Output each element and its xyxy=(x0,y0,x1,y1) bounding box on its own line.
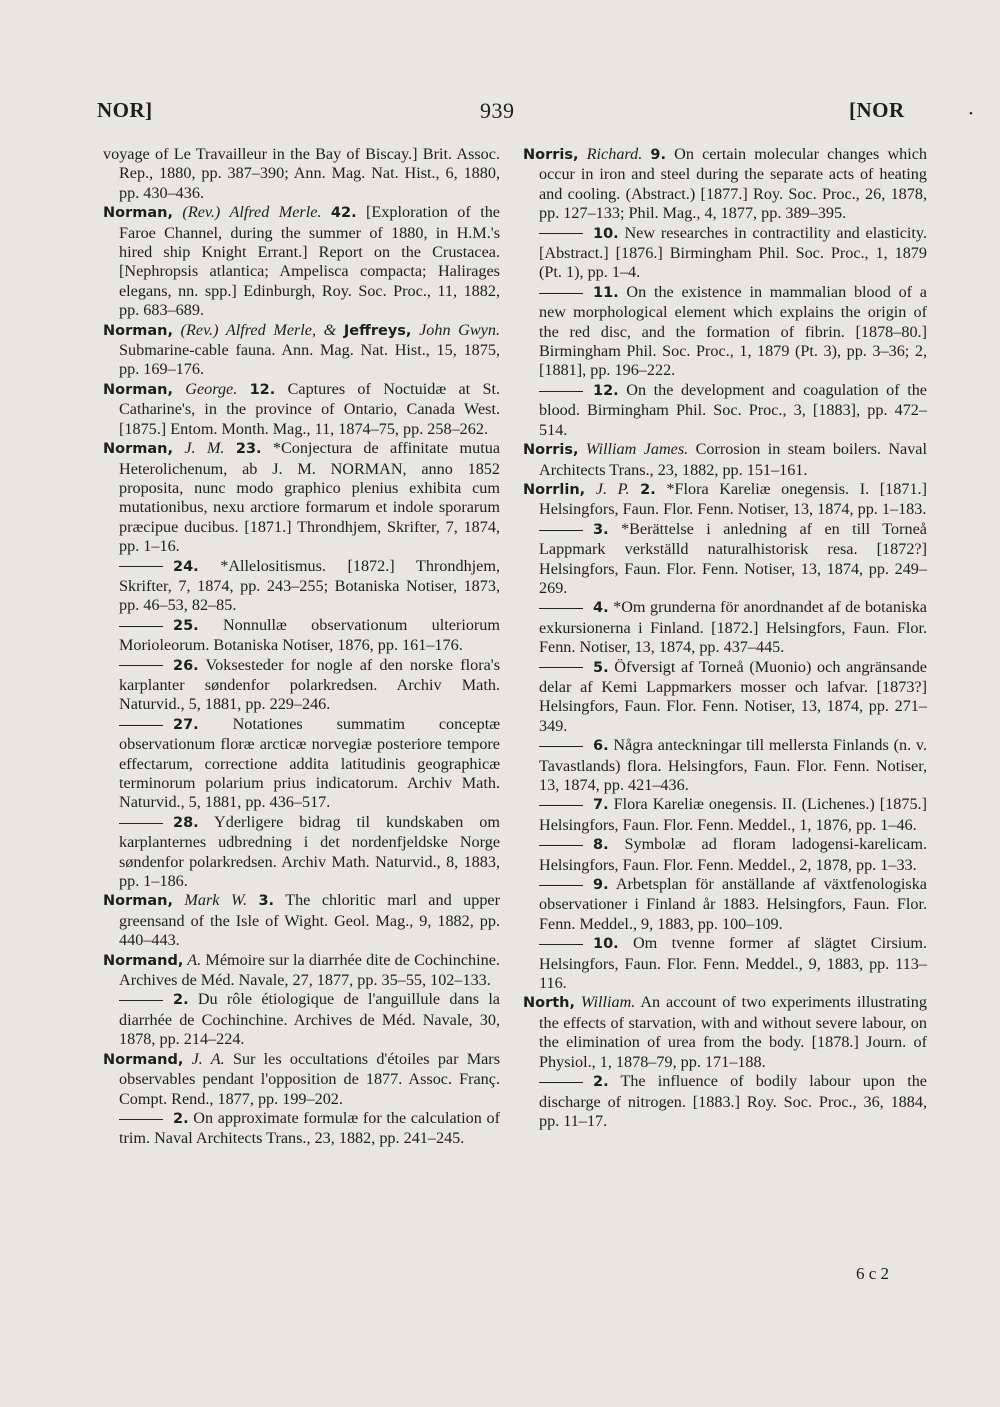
entry-number: 28. xyxy=(173,814,199,831)
author-forename: Richard. xyxy=(578,145,651,163)
sub-entry xyxy=(523,835,927,875)
author-forename: William James. xyxy=(578,440,689,459)
entry-number: 6. xyxy=(593,738,609,755)
author-forename: J. P. xyxy=(585,479,641,498)
sub-entry xyxy=(103,616,500,656)
author-name: Norman, xyxy=(103,381,173,398)
entry-text: *Conjectura de affinitate mutua Heterolichenum, ab J. M. NORMAN, anno 1852 proposita, nunc modo graphico plenius exhibita cum mutationibus, nexu arctiore formarum et indole sporarum præcipue ducibus. [1871.] Throndhjem, Skrifter, 7, 1874, pp. 1–16. xyxy=(119,439,500,556)
entry-text: An account of two experiments illustrating the effects of starvation, with and without severe labour, on the elimination of urea from the body. [1878.] Journ. of Physiol., 1, 1878–79, pp. 171–188. xyxy=(539,993,927,1071)
entry-text: *Allelositismus. [1872.] Throndhjem, Skrifter, 7, 1874, pp. 243–255; Botaniska Notiser, 1873, pp. 46–53, 82–85. xyxy=(119,556,500,615)
ditto-rule xyxy=(119,1119,163,1120)
entry-text: Sur les occultations d'étoiles par Mars observables pendant l'opposition de 1877. Assoc. Franç. Compt. Rend., 1877, pp. 199–202. xyxy=(119,1049,500,1108)
entry-text: On the existence in mammalian blood of a new morphological element which explains the origin of the red disc, and the formation of fibrin. [1878–80.] Birmingham Phil. Soc. Proc., 1, 1879 (Pt. 3), pp. 3–36; 2, [1881], pp. 196–222. xyxy=(539,282,927,380)
author-name: Norman, xyxy=(103,441,173,458)
ditto-rule xyxy=(119,725,163,726)
author-name: Norrlin, xyxy=(523,481,586,498)
entry-number: 2. xyxy=(173,992,189,1009)
entry-text: *Berättelse i anledning af en till Torneå Lappmark verkställd naturalhistorisk resa. [1872?] Helsingfors, Faun. Flor. Fenn. Notiser, 13, 1874, pp. 249–269. xyxy=(539,519,927,597)
entry-text: Captures of Noctuidæ at St. Catharine's, in the province of Ontario, Canada West. [1875.] Entom. Month. Mag., 11, 1874–75, pp. 258–262. xyxy=(119,379,501,438)
entry-number: 12. xyxy=(249,381,276,398)
entry-text: Symbolæ ad floram ladogensi-karelicam. Helsingfors, Faun. Flor. Fenn. Meddel., 2, 1878, pp. 1–33. xyxy=(539,835,927,874)
margin-dot: • xyxy=(969,108,973,120)
entry-number: 3. xyxy=(258,893,275,910)
entry-number: 10. xyxy=(593,936,619,953)
sub-entry xyxy=(523,934,927,993)
ditto-rule xyxy=(539,1082,583,1083)
author-name: Norman, xyxy=(103,322,173,339)
sub-entry xyxy=(523,598,927,657)
entry-number: 5. xyxy=(593,659,609,676)
entry-number: 25. xyxy=(173,617,199,634)
author-name: Norris, xyxy=(523,442,579,459)
author-forename: Mark W. xyxy=(172,891,259,910)
bibliography-entry xyxy=(103,145,500,203)
ditto-rule xyxy=(539,391,583,392)
author-forename: George. xyxy=(172,379,250,398)
entry-text: Några anteckningar till mellersta Finlands (n. v. Tavastlands) flora. Helsingfors, Faun. Flor. Fenn. Notiser, 13, 1874, pp. 421–436. xyxy=(539,736,927,794)
ditto-rule xyxy=(539,944,583,945)
entry-text: The influence of bodily labour upon the discharge of nitrogen. [1883.] Roy. Soc. Proc., 36, 1884, pp. 11–17. xyxy=(539,1072,927,1130)
entry-text: New researches in contractility and elasticity. [Abstract.] [1876.] Birmingham Phil. Soc. Proc., 1, 1879 (Pt. 1), pp. 1–4. xyxy=(539,223,927,282)
entry-text: On certain molecular changes which occur in iron and steel during the separate acts of heating and cooling. (Abstract.) [1877.] Roy. Soc. Proc., 26, 1878, pp. 127–133; Phil. Mag., 4, 1877, pp. 389–395. xyxy=(539,145,927,223)
bibliography-entry xyxy=(103,891,500,950)
bibliography-entry xyxy=(523,480,927,520)
entry-text: voyage of Le Travailleur in the Bay of Biscay.] Brit. Assoc. Rep., 1880, pp. 387–390; Ann. Mag. Nat. Hist., 6, 1880, pp. 430–436. xyxy=(103,145,500,202)
entry-text: Submarine-cable fauna. Ann. Mag. Nat. Hist., 15, 1875, pp. 169–176. xyxy=(119,341,500,379)
ditto-rule xyxy=(539,233,583,234)
entry-number: 2. xyxy=(593,1074,609,1091)
bibliography-entry xyxy=(103,1050,500,1109)
bibliography-entry xyxy=(103,321,500,380)
page-number: 939 xyxy=(480,98,515,123)
author-forename: J. M. xyxy=(172,439,236,458)
entry-text: Om tvenne former af slägtet Cirsium. Helsingfors, Faun. Flor. Fenn. Meddel., 9, 1883, pp. 113–116. xyxy=(539,934,927,993)
entry-number: 7. xyxy=(593,797,609,814)
ditto-rule xyxy=(539,746,583,747)
sub-entry xyxy=(103,813,500,892)
bibliography-entry xyxy=(103,951,500,991)
ditto-rule xyxy=(119,566,163,567)
author-name: Normand, xyxy=(103,952,184,969)
left-column xyxy=(103,145,500,1149)
entry-text: *Om grunderna för anordnandet af de botaniska exkursionerna i Finland. [1872.] Helsingfors, Faun. Flor. Fenn. Notiser, 13, 1874, pp. 437–445. xyxy=(539,598,927,657)
author-forename: John Gwyn. xyxy=(411,320,500,339)
sub-entry xyxy=(103,715,500,813)
ditto-rule xyxy=(539,885,583,886)
ditto-rule xyxy=(539,667,583,668)
bibliography-entry xyxy=(523,440,927,480)
sub-entry xyxy=(523,658,927,737)
entry-text: Notationes summatim conceptæ observationum floræ arcticæ norvegiæ posteriore tempore effectarum, correctione addita latitudinis geographicæ terminorum polarium prius indicatorum. Archiv Math. Naturvid., 5, 1881, pp. 436–517. xyxy=(119,714,500,812)
author-name: Jeffreys, xyxy=(343,322,412,339)
bibliography-entry xyxy=(103,203,500,320)
entry-text: The chloritic marl and upper greensand of the Isle of Wight. Geol. Mag., 9, 1882, pp. 440–443. xyxy=(119,891,500,950)
entry-text: On the development and coagulation of the blood. Birmingham Phil. Soc. Proc., 3, [1883], pp. 472–514. xyxy=(539,380,927,439)
author-forename: A. xyxy=(183,950,202,969)
bibliography-entry xyxy=(103,380,500,439)
entry-text: Mémoire sur la diarrhée dite de Cochinchine. Archives de Méd. Navale, 27, 1877, pp. 35–55, 102–133. xyxy=(119,950,500,990)
sub-entry xyxy=(523,1072,927,1131)
entry-text: Nonnullæ observationum ulteriorum Morioleorum. Botaniska Notiser, 1876, pp. 161–176. xyxy=(119,615,500,655)
author-name: Norris, xyxy=(523,147,579,163)
entry-number: 4. xyxy=(593,600,609,617)
signature-mark: 6 c 2 xyxy=(856,1264,890,1283)
running-head-right: [NOR xyxy=(849,98,905,122)
entry-number: 23. xyxy=(235,441,262,458)
right-column xyxy=(523,145,927,1131)
entry-text: Voksesteder for nogle af den norske flora's karplanter søndenfor polarkredsen. Archiv Math. Naturvid., 5, 1881, pp. 229–246. xyxy=(119,655,500,714)
author-name: North, xyxy=(523,995,576,1012)
running-head-left: NOR] xyxy=(97,98,153,122)
author-forename: William. xyxy=(575,993,636,1012)
author-forename: J. A. xyxy=(183,1049,225,1068)
entry-number: 9. xyxy=(650,147,667,163)
entry-text: Flora Kareliæ onegensis. II. (Lichenes.) [1875.] Helsingfors, Faun. Flor. Fenn. Meddel., 1, 1876, pp. 1–46. xyxy=(539,795,927,834)
entry-text: Arbetsplan för anställande af växtfenologiska observationer i Finland år 1883. Helsingfors, Faun. Flor. Fenn. Meddel., 9, 1883, pp. 100–109. xyxy=(539,875,927,933)
entry-text: Corrosion in steam boilers. Naval Architects Trans., 23, 1882, pp. 151–161. xyxy=(539,440,927,479)
entry-number: 12. xyxy=(593,382,619,399)
entry-text: [Exploration of the Faroe Channel, during the summer of 1880, in H.M.'s hired ship Knight Errant.] Report on the Crustacea. [Nephropsis atlantica; Ampelisca compacta; Halirages elegans, nn. spp.] Edinburgh, Roy. Soc. Proc., 11, 1882, pp. 683–689. xyxy=(119,203,500,320)
sub-entry xyxy=(523,795,927,835)
sub-entry xyxy=(523,736,927,795)
entry-text: *Flora Kareliæ onegensis. I. [1871.] Helsingfors, Faun. Flor. Fenn. Notiser, 13, 1874, pp. 1–183. xyxy=(539,479,927,519)
entry-number: 24. xyxy=(173,558,199,575)
entry-number: 2. xyxy=(640,481,656,498)
entry-number: 8. xyxy=(593,837,609,854)
entry-number: 11. xyxy=(593,284,619,301)
entry-text: Yderligere bidrag til kundskaben om karplanternes udbredning i det nordenfjeldske Norge søndenfor polarkredsen. Archiv Math. Naturvid., 8, 1883, pp. 1–186. xyxy=(119,812,500,891)
sub-entry xyxy=(103,1109,500,1149)
author-forename: (Rev.) Alfred Merle, & xyxy=(172,320,344,339)
bibliography-entry xyxy=(103,439,500,556)
sub-entry xyxy=(523,520,927,599)
entry-number: 42. xyxy=(330,205,357,222)
author-name: Normand, xyxy=(103,1051,184,1068)
sub-entry xyxy=(523,875,927,934)
ditto-rule xyxy=(119,1000,163,1001)
ditto-rule xyxy=(539,805,583,806)
bibliography-entry xyxy=(523,993,927,1072)
entry-text: Du rôle étiologique de l'anguillule dans la diarrhée de Cochinchine. Archives de Méd. Navale, 30, 1878, pp. 214–224. xyxy=(119,990,500,1049)
entry-number: 26. xyxy=(173,657,199,674)
sub-entry xyxy=(103,656,500,715)
author-forename: (Rev.) Alfred Merle. xyxy=(172,203,331,222)
bibliography-entry xyxy=(523,145,927,224)
entry-number: 3. xyxy=(593,521,609,538)
entry-number: 10. xyxy=(593,225,619,242)
ditto-rule xyxy=(539,293,583,294)
entry-number: 27. xyxy=(173,716,199,733)
author-name: Norman, xyxy=(103,205,173,222)
ditto-rule xyxy=(119,823,163,824)
sub-entry xyxy=(523,381,927,440)
entry-number: 9. xyxy=(593,877,609,894)
entry-text: On approximate formulæ for the calculation of trim. Naval Architects Trans., 23, 1882, pp. 241–245. xyxy=(119,1108,500,1148)
ditto-rule xyxy=(539,608,583,609)
author-name: Norman, xyxy=(103,893,173,910)
ditto-rule xyxy=(119,626,163,627)
sub-entry xyxy=(103,557,500,616)
entry-number: 2. xyxy=(173,1110,189,1127)
sub-entry xyxy=(523,283,927,381)
ditto-rule xyxy=(539,845,583,846)
sub-entry xyxy=(523,224,927,283)
entry-text: Öfversigt af Torneå (Muonio) och angränsande delar af Kemi Lappmarkers mosser och lafvar. [1873?] Helsingfors, Faun. Flor. Fenn. Notiser, 13, 1874, pp. 271–349. xyxy=(539,657,927,735)
ditto-rule xyxy=(119,665,163,666)
ditto-rule xyxy=(539,530,583,531)
sub-entry xyxy=(103,990,500,1049)
